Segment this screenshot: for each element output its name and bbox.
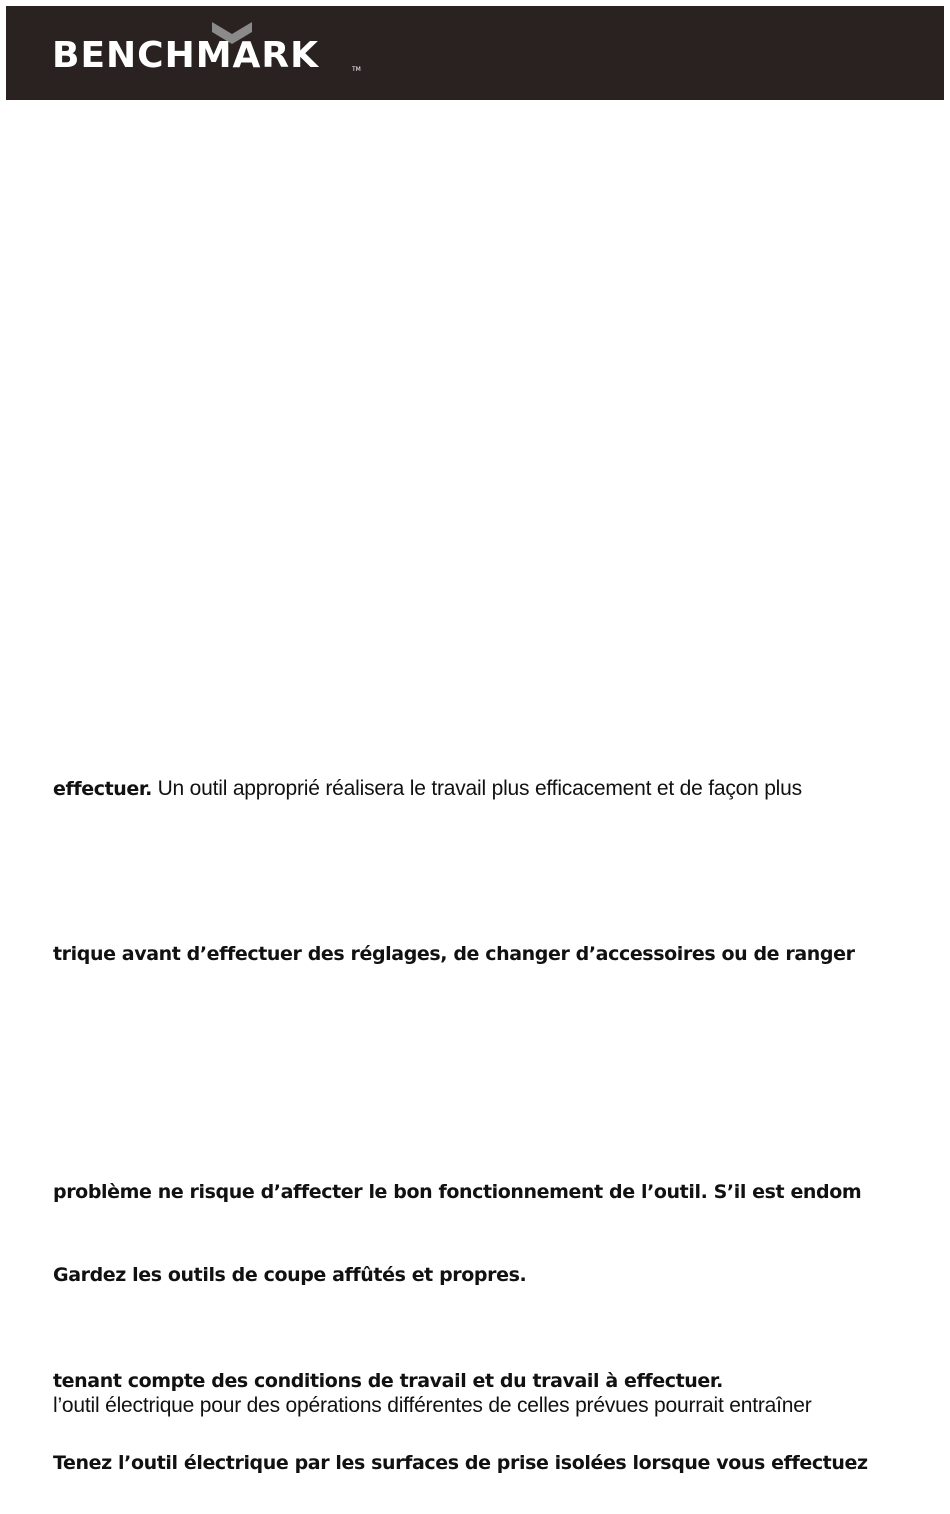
- text-line-6: [53, 1394, 812, 1418]
- text-line-4: [53, 1263, 526, 1287]
- text-line-1: [53, 777, 802, 801]
- bold-text: effectuer.: [53, 778, 152, 800]
- bold-text: Tenez l’outil électrique par les surfaces de prise isolées lorsque vous effectuez: [53, 1452, 868, 1474]
- text-line-7: [53, 1451, 868, 1475]
- header-bar: [6, 6, 944, 100]
- bold-text: trique avant d’effectuer des réglages, de changer d’accessoires ou de ranger: [53, 943, 855, 965]
- bold-text: problème ne risque d’affecter le bon fonctionnement de l’outil. S’il est endom: [53, 1181, 862, 1203]
- brand-logo: [52, 22, 372, 82]
- text-line-3: [53, 1180, 861, 1204]
- trademark-mark: TM: [352, 66, 361, 73]
- text-line-2: [53, 942, 855, 966]
- brand-name: BENCHMARK: [52, 35, 320, 76]
- text-line-5: [53, 1369, 723, 1393]
- bold-text: tenant compte des conditions de travail et du travail à effectuer.: [53, 1370, 723, 1392]
- regular-text: Un outil approprié réalisera le travail plus efficacement et de façon plus: [151, 777, 802, 800]
- regular-text: l’outil électrique pour des opérations différentes de celles prévues pourrait entraîner: [53, 1394, 812, 1417]
- bold-text: Gardez les outils de coupe affûtés et propres.: [53, 1264, 527, 1286]
